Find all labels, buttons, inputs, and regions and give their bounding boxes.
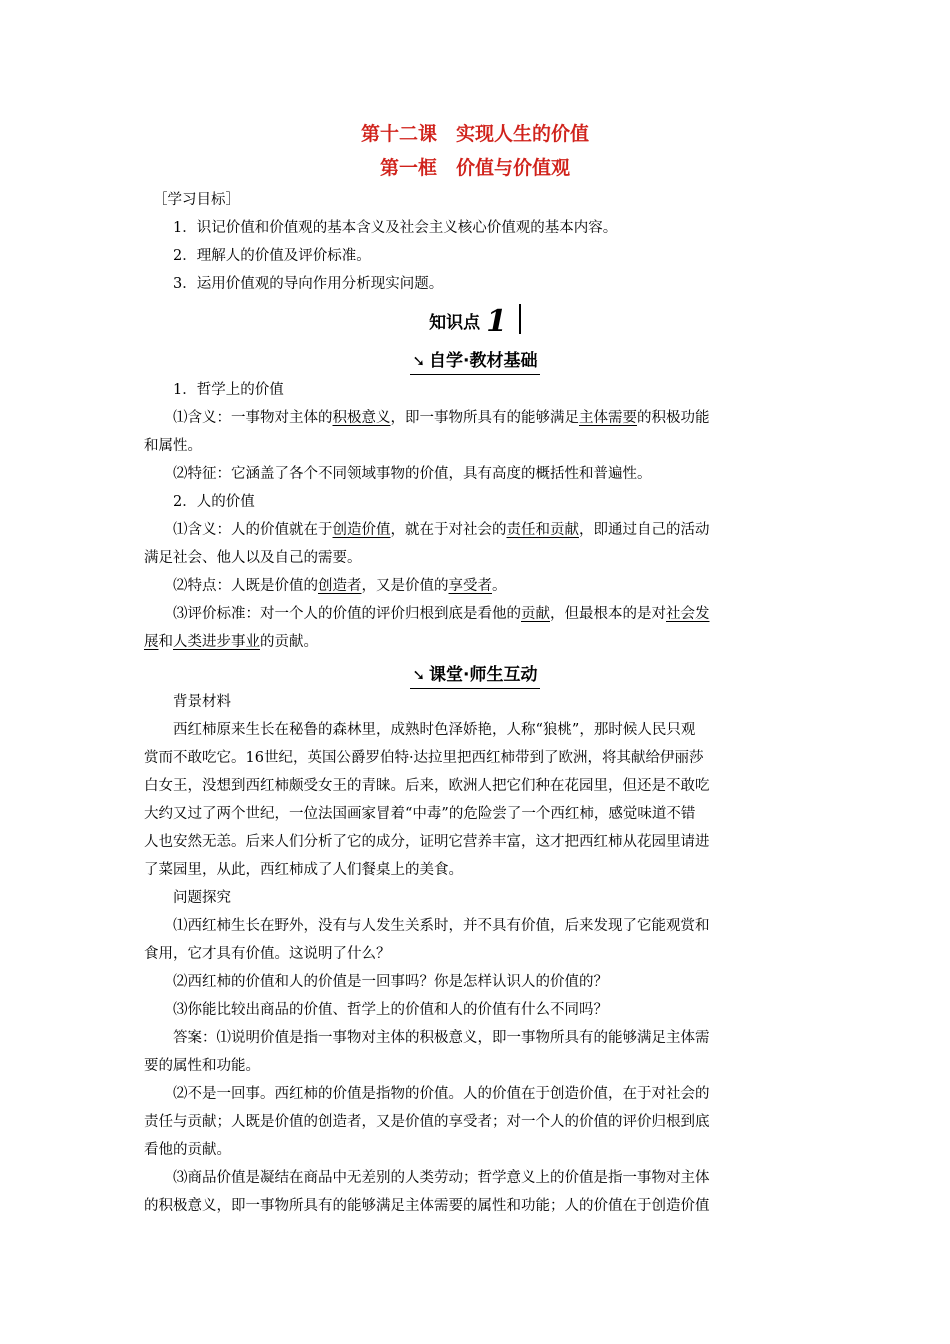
objective-item: 2．理解人的价值及评价标准。: [173, 248, 371, 264]
self-study-section-heading: [144, 346, 806, 375]
material-line: 人也安然无恙。后来人们分析了它的成分，证明它营养丰富，这才把西红柿从花园里请进: [144, 834, 710, 850]
question: ⑴西红柿生长在野外，没有与人发生关系时，并不具有价值，后来发现了它能观赏和: [173, 918, 710, 934]
paragraph: 展和人类进步事业的贡献。: [144, 634, 318, 650]
material-line: 了菜园里，从此，西红柿成了人们餐桌上的美食。: [144, 862, 463, 878]
question: ⑶你能比较出商品的价值、哲学上的价值和人的价值有什么不同吗？: [173, 1002, 608, 1018]
material-line: 大约又过了两个世纪，一位法国画家冒着“中毒”的危险尝了一个西红柿，感觉味道不错: [144, 806, 696, 822]
lesson-title: 第十二课 实现人生的价值: [360, 123, 589, 145]
answer: 责任与贡献；人既是价值的创造者，又是价值的享受者；对一个人的价值的评价归根到底: [144, 1114, 710, 1130]
classroom-section-heading: [144, 660, 806, 689]
answer-blank: 享受者: [448, 578, 492, 594]
self-study-heading-2: 2．人的价值: [173, 494, 255, 510]
section-label: 自学·教材基础: [429, 351, 538, 371]
answer-blank: 展: [144, 634, 159, 650]
paragraph: 和属性。: [144, 438, 202, 454]
knowledge-point-label: 知识点: [429, 313, 481, 333]
answer-blank: 积极意义: [332, 410, 391, 426]
answer-blank: 创造者: [318, 578, 362, 594]
objective-item: 3．运用价值观的导向作用分析现实问题。: [173, 276, 444, 292]
arrow-icon: ➘: [412, 352, 426, 370]
paragraph: 满足社会、他人以及自己的需要。: [144, 550, 362, 566]
objective-item: 1．识记价值和价值观的基本含义及社会主义核心价值观的基本内容。: [173, 220, 618, 236]
divider: [519, 304, 521, 334]
answer: ⑵不是一回事。西红柿的价值是指物的价值。人的价值在于创造价值，在于对社会的: [173, 1086, 710, 1102]
answer: 看他的贡献。: [144, 1142, 231, 1158]
frame-title: 第一框 价值与价值观: [379, 157, 570, 179]
material-line: 赏而不敢吃它。16世纪，英国公爵罗伯特·达拉里把西红柿带到了欧洲，将其献给伊丽莎: [144, 750, 704, 766]
answer: 答案：⑴说明价值是指一事物对主体的积极意义，即一事物所具有的能够满足主体需: [173, 1030, 710, 1046]
material-line: 西红柿原来生长在秘鲁的森林里，成熟时色泽娇艳，人称“狼桃”，那时候人民只观: [173, 722, 696, 738]
arrow-icon: ➘: [412, 666, 426, 684]
answer: 要的属性和功能。: [144, 1058, 260, 1074]
knowledge-point-number: 1: [486, 304, 507, 339]
answer-blank: 主体需要: [579, 410, 637, 426]
objectives-heading: ［学习目标］: [153, 192, 240, 208]
paragraph: ⑶评价标准：对一个人的价值的评价归根到底是看他的贡献，但最根本的是对社会发: [173, 606, 710, 622]
paragraph: ⑴含义：一事物对主体的积极意义，即一事物所具有的能够满足主体需要的积极功能: [173, 410, 710, 426]
paragraph: ⑵特征：它涵盖了各个不同领域事物的价值，具有高度的概括性和普遍性。: [173, 466, 652, 482]
question-heading: 问题探究: [173, 890, 231, 906]
material-line: 白女王，没想到西红柿颇受女王的青睐。后来，欧洲人把它们种在花园里，但还是不敢吃: [144, 778, 710, 794]
section-label: 课堂·师生互动: [429, 665, 538, 685]
paragraph: ⑵特点：人既是价值的创造者，又是价值的享受者。: [173, 578, 507, 594]
question: 食用，它才具有价值。这说明了什么？: [144, 946, 391, 962]
answer-blank: 人类进步事业: [173, 634, 260, 650]
answer-blank: 责任和贡献: [506, 522, 579, 538]
paragraph: ⑴含义：人的价值就在于创造价值，就在于对社会的责任和贡献，即通过自己的活动: [173, 522, 710, 538]
answer: ⑶商品价值是凝结在商品中无差别的人类劳动；哲学意义上的价值是指一事物对主体: [173, 1170, 710, 1186]
answer-blank: 创造价值: [332, 522, 391, 538]
answer-blank: 贡献: [521, 606, 550, 622]
material-heading: 背景材料: [173, 694, 231, 710]
answer-blank: 社会发: [666, 606, 710, 622]
knowledge-point-heading: [144, 304, 806, 339]
answer: 的积极意义，即一事物所具有的能够满足主体需要的属性和功能；人的价值在于创造价值: [144, 1198, 710, 1214]
self-study-heading-1: 1．哲学上的价值: [173, 382, 284, 398]
question: ⑵西红柿的价值和人的价值是一回事吗？你是怎样认识人的价值的？: [173, 974, 608, 990]
